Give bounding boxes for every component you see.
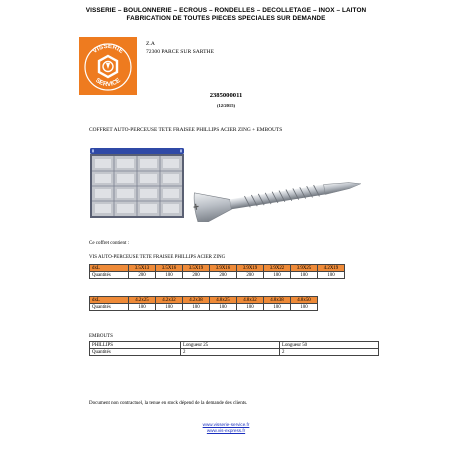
- table-cell: 4.2x38: [183, 297, 210, 304]
- row-label: Quantités: [90, 304, 129, 311]
- table-cell: 4.2x32: [156, 297, 183, 304]
- document-reference: 2385000011: [209, 92, 243, 99]
- table-cell: 100: [156, 272, 183, 279]
- table-cell: Longueur 25: [181, 342, 280, 349]
- table-cell: 200: [183, 272, 210, 279]
- table-cell: 3.5X13: [129, 265, 156, 272]
- table-cell: 4.8x38: [264, 297, 291, 304]
- header-line-2: FABRICATION DE TOUTES PIECES SPECIALES SUR DEMANDE: [126, 15, 326, 22]
- table-row-sizes: [90, 297, 318, 304]
- footer-links: [0, 422, 452, 434]
- company-header: [0, 7, 452, 23]
- logo-text-top: VISSERIE: [91, 42, 125, 55]
- link-vis-express[interactable]: www.vis-express.fr: [206, 428, 246, 433]
- screw-case-photo: [89, 147, 185, 219]
- header-line-1: VISSERIE – BOULONNERIE – ECROUS – RONDELLES – DECOLLETAGE – INOX – LAITON: [85, 7, 367, 14]
- address-line-2: 72300 PARCE SUR SARTHE: [146, 49, 214, 55]
- table-row-quantities: [90, 272, 345, 279]
- embouts-title: EMBOUTS: [89, 334, 113, 339]
- visserie-service-logo: [79, 37, 137, 95]
- row-label: Quantités: [90, 272, 129, 279]
- table-cell: 100: [183, 304, 210, 311]
- table-row: [90, 342, 379, 349]
- table-cell: 100: [264, 272, 291, 279]
- table-cell: 100: [237, 304, 264, 311]
- disclaimer-note: Document non contractuel, la tenue en stock dépend de la demande des clients.: [89, 401, 248, 406]
- table-row: [90, 349, 379, 356]
- table-cell: 3.5X19: [183, 265, 210, 272]
- link-visserie-service[interactable]: www.visserie-service.fr: [202, 422, 250, 427]
- table-cell: Longueur 50: [280, 342, 379, 349]
- table-cell: 2: [280, 349, 379, 356]
- document-date: (12/2015): [216, 103, 236, 108]
- logo-text-bottom: SERVICE: [94, 76, 122, 89]
- table-cell: 100: [291, 304, 318, 311]
- table-cell: 4.8x50: [291, 297, 318, 304]
- company-address: [146, 40, 214, 56]
- screw-table-2: [89, 296, 318, 311]
- row-label: dxL: [90, 297, 129, 304]
- table-cell: 100: [264, 304, 291, 311]
- row-label: dxL: [90, 265, 129, 272]
- table-cell: 3.9X22: [264, 265, 291, 272]
- table-cell: PHILLIPS: [90, 342, 181, 349]
- table-cell: 3.9X25: [291, 265, 318, 272]
- table-cell: 3.5X16: [156, 265, 183, 272]
- table-row-quantities: [90, 304, 318, 311]
- table-cell: Quantités: [90, 349, 181, 356]
- screws-title: VIS AUTO-PERCEUSE TETE FRAISEE PHILLIPS ACIER ZING: [89, 255, 226, 260]
- table-cell: 4.2X19: [318, 265, 345, 272]
- table-cell: 4.2x25: [129, 297, 156, 304]
- embouts-table: [89, 341, 379, 356]
- contents-label: Ce coffret contient :: [89, 241, 130, 246]
- table-cell: 100: [291, 272, 318, 279]
- table-cell: 2: [181, 349, 280, 356]
- table-cell: 100: [129, 304, 156, 311]
- table-cell: 100: [156, 304, 183, 311]
- table-cell: 200: [237, 272, 264, 279]
- table-cell: 3.9X19: [237, 265, 264, 272]
- product-title: COFFRET AUTO-PERCEUSE TETE FRAISEE PHILLIPS ACIER ZING + EMBOUTS: [89, 127, 283, 133]
- table-row-sizes: [90, 265, 345, 272]
- table-cell: 100: [210, 304, 237, 311]
- table-cell: 4.8x32: [237, 297, 264, 304]
- self-drilling-screw-photo: [190, 172, 365, 222]
- address-line-1: Z.A: [146, 41, 155, 47]
- table-cell: 4.8x25: [210, 297, 237, 304]
- table-cell: 200: [129, 272, 156, 279]
- table-cell: 200: [210, 272, 237, 279]
- screw-table-1: [89, 264, 345, 279]
- table-cell: 100: [318, 272, 345, 279]
- table-cell: 3.9X16: [210, 265, 237, 272]
